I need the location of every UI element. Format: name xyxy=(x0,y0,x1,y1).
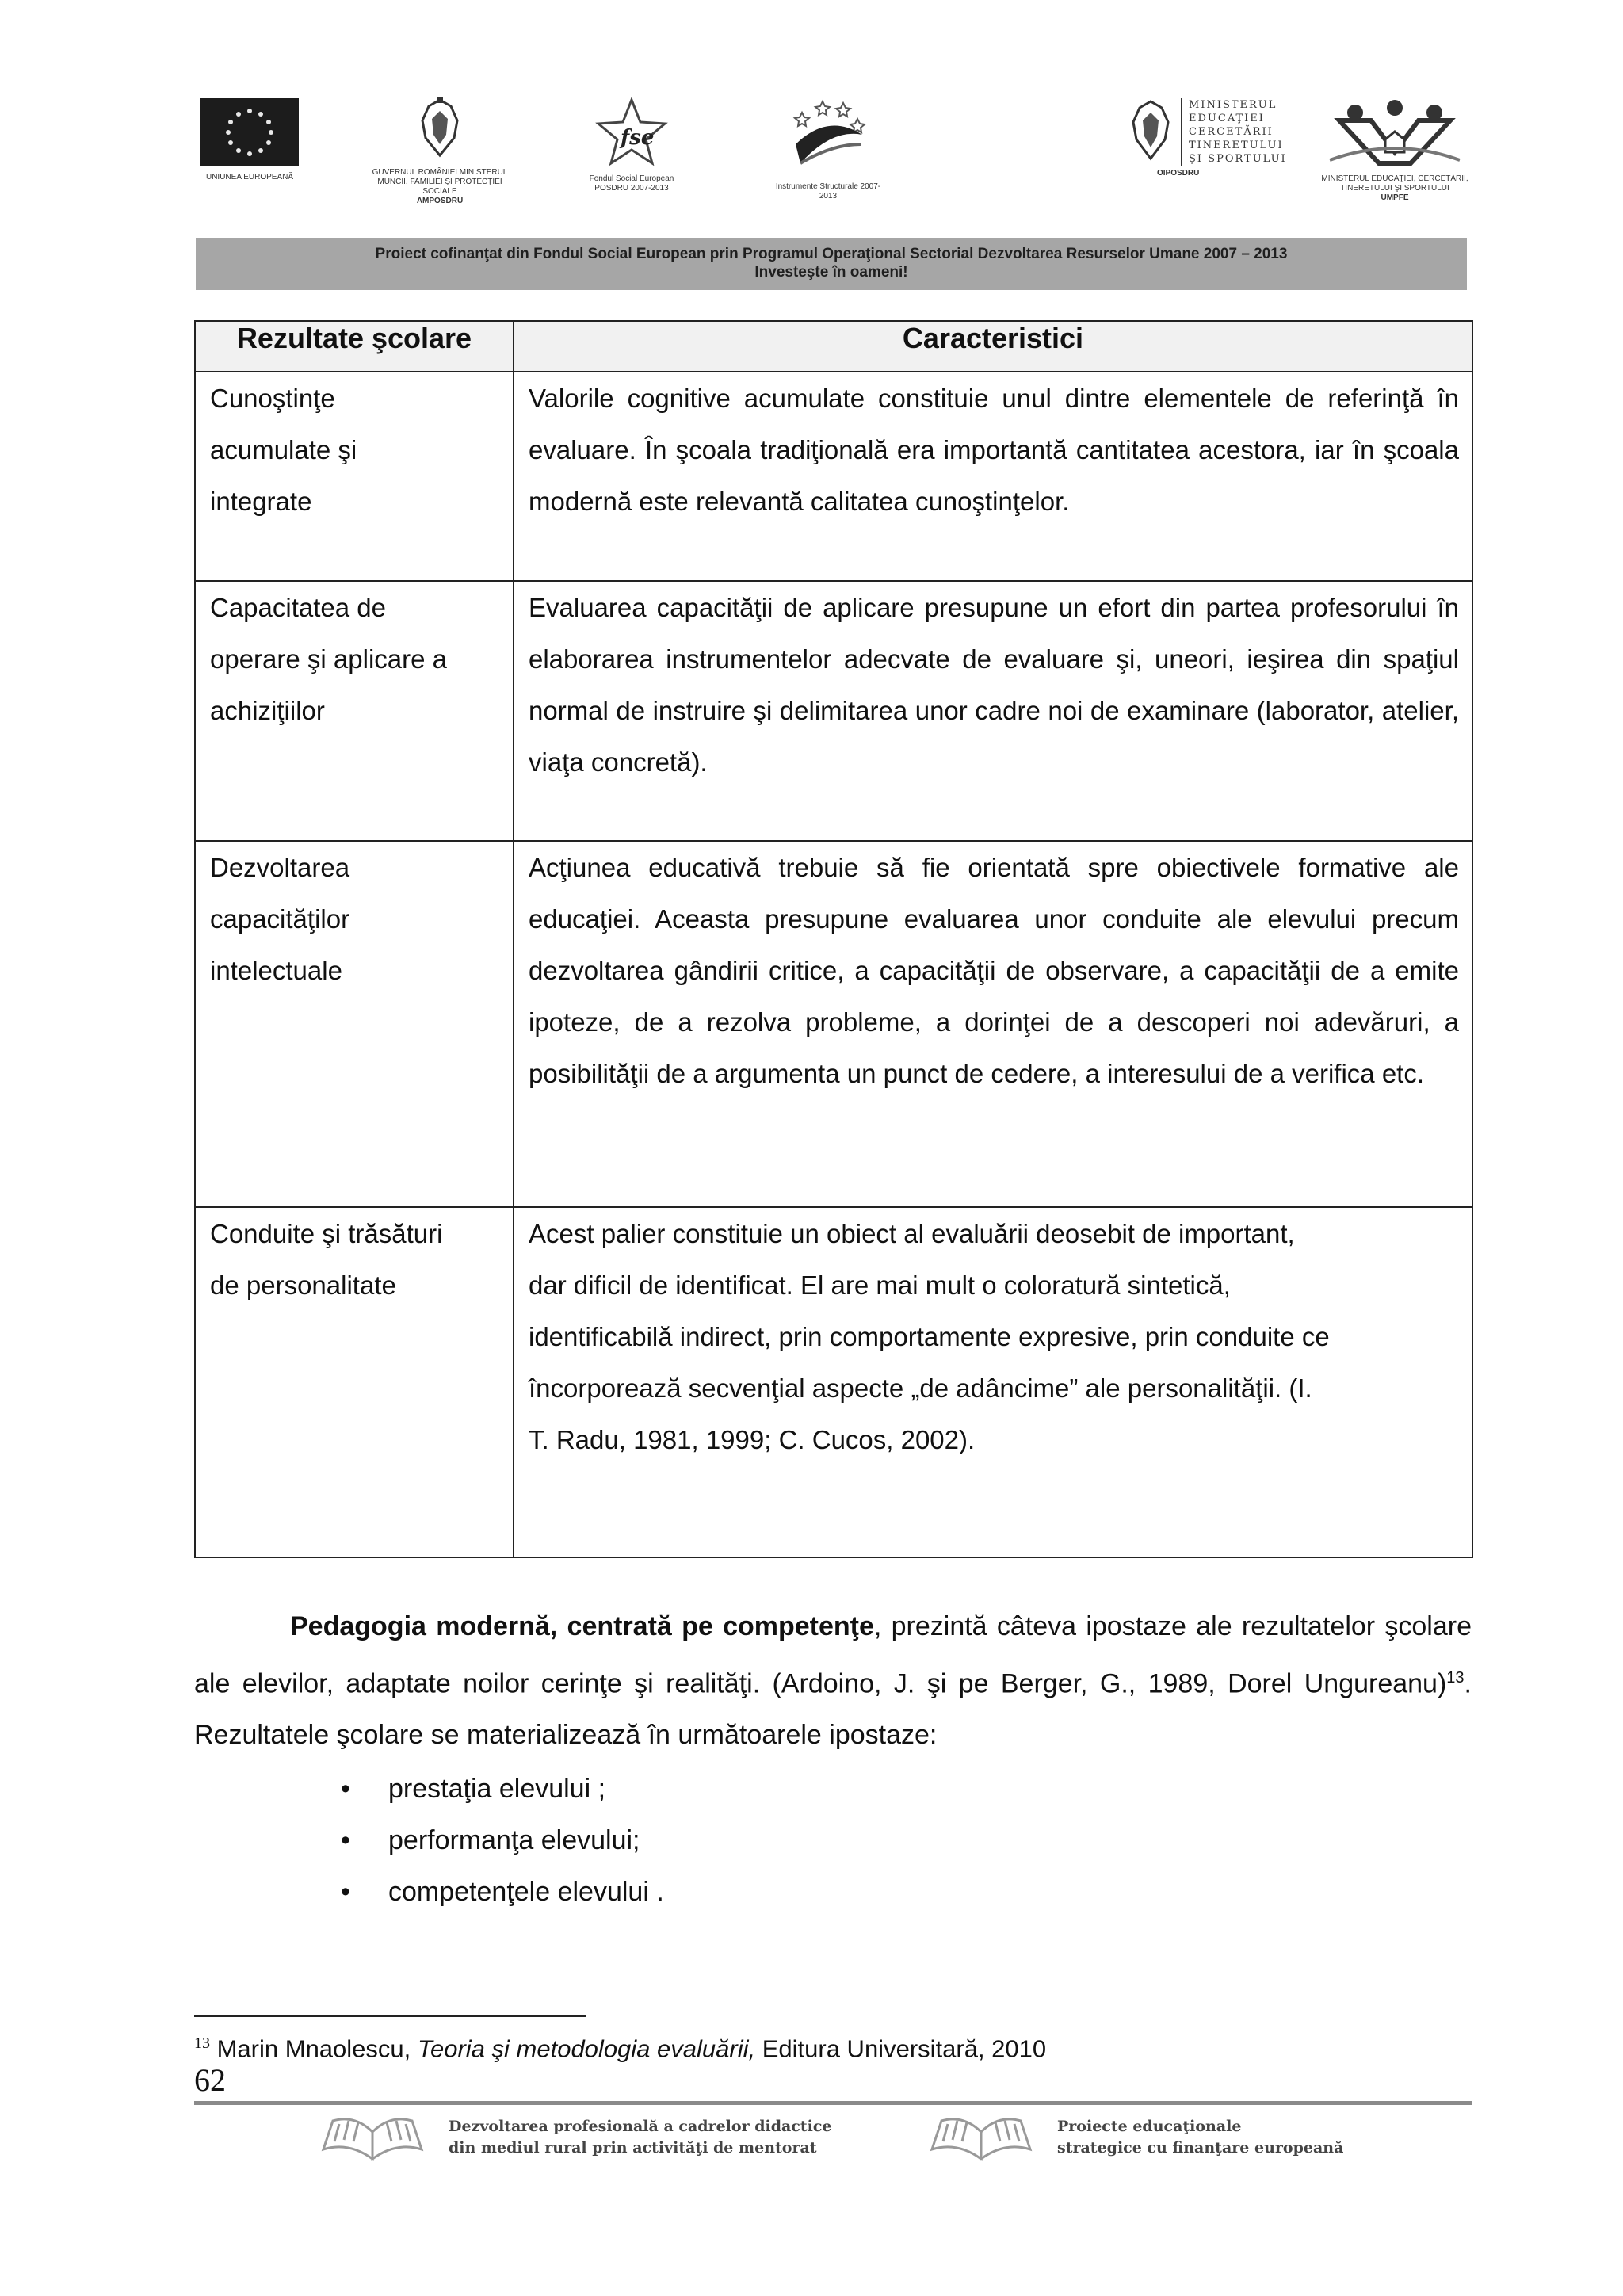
footnote-title: Teoria şi metodologia evaluării, xyxy=(417,2034,756,2063)
list-item: • competenţele elevului . xyxy=(341,1866,664,1918)
list-item: • performanţa elevului; xyxy=(341,1815,664,1866)
amposdru-caption: AMPOSDRU xyxy=(416,197,464,205)
results-table xyxy=(194,320,1473,1558)
ministry-coat-icon xyxy=(1125,98,1176,165)
footer-left-text: Dezvoltarea profesională a cadrelor didactice din mediul rural prin activităţi de mentorat xyxy=(449,2118,832,2157)
coat-of-arms-icon xyxy=(416,97,464,162)
stars-circle-icon xyxy=(785,97,872,176)
col-header-results: Rezultate şcolare xyxy=(195,321,514,372)
oiposdru-logo xyxy=(1125,98,1292,178)
ministry-line-2: EDUCAŢIEI xyxy=(1189,113,1265,124)
table-row xyxy=(195,581,1472,841)
row-result: Cunoştinţe acumulate şi integrate xyxy=(195,372,514,581)
eu-logo xyxy=(194,98,305,182)
row-description: Acest palier constituie un obiect al evaluării deosebit de important, dar dificil de identificat. El are mai mult o coloratură sintetică, identificabilă indirect, prin comportamente expresive, prin conduite ce încorporează secvenţial aspecte „de adâncime” ale personalităţii. (I. T. Radu, 1981, 1999; C. Cucos, 2002). xyxy=(514,1207,1472,1557)
footer-right-text: Proiecte educaţionale strategice cu finanţare europeană xyxy=(1057,2118,1344,2157)
footnote-ref: 13 xyxy=(1446,1669,1465,1687)
fse-star-icon xyxy=(592,97,671,168)
body-paragraph xyxy=(194,1601,1472,1761)
instrumente-caption: Instrumente Structurale 2007-2013 xyxy=(775,182,881,201)
bullet-icon: • xyxy=(341,1877,350,1907)
footnote xyxy=(194,2027,1046,2065)
open-book-icon xyxy=(317,2110,428,2165)
footnote-publisher: Editura Universitară, 2010 xyxy=(755,2034,1047,2063)
table-header-row xyxy=(195,321,1472,372)
footer-divider xyxy=(194,2101,1472,2105)
fse-logo xyxy=(572,97,691,193)
eu-caption: UNIUNEA EUROPEANĂ xyxy=(205,173,294,181)
ministry-line-5: ŞI SPORTULUI xyxy=(1189,153,1287,165)
table-row xyxy=(195,1207,1472,1557)
row-description: Evaluarea capacităţii de aplicare presupune un efort din partea profesorului în elaborarea instrumentelor adecvate de evaluare şi, uneori, ieşirea din spaţiul normal de instruire şi delimitarea unor cadre noi de examinare (laborator, atelier, viaţa concretă). xyxy=(514,581,1472,841)
footnote-divider xyxy=(194,2015,586,2017)
banner-line-2: Investeşte în oameni! xyxy=(754,264,908,281)
ministry-line-1: MINISTERUL xyxy=(1189,99,1277,111)
page-number: 62 xyxy=(194,2062,226,2098)
footnote-author: Marin Mnaolescu, xyxy=(210,2034,418,2063)
umpfe-logo xyxy=(1316,97,1474,203)
table-row xyxy=(195,372,1472,581)
bullet-list xyxy=(341,1763,664,1918)
instrumente-structurale-logo xyxy=(773,97,884,201)
gov-romania-logo xyxy=(365,97,515,206)
ministry-line-3: CERCETĂRII xyxy=(1189,126,1274,138)
banner-line-1: Proiect cofinanţat din Fondul Social European prin Programul Operaţional Sectorial Dezvoltarea Resurselor Umane 2007 – 2013 xyxy=(375,246,1288,262)
footnote-number: 13 xyxy=(194,2034,210,2052)
row-description: Acţiunea educativă trebuie să fie orientată spre obiectivele formative ale educaţiei. Aceasta presupune evaluarea unor conduite ale elevului precum dezvoltarea gândirii critice, a capacităţii de observare, a capacităţii de a emite ipoteze, de a rezolva probleme, a dorinţei de a descoperi noi adevăruri, a posibilităţii de a argumenta un punct de cedere, a interesului de a verifica etc. xyxy=(514,841,1472,1207)
fse-caption: Fondul Social European POSDRU 2007-2013 xyxy=(589,174,674,193)
umpfe-caption: MINISTERUL EDUCAŢIEI, CERCETĂRII, TINERETULUI ŞI SPORTULUI xyxy=(1321,174,1468,193)
umpfe-people-icon xyxy=(1323,97,1466,168)
oiposdru-caption: OIPOSDRU xyxy=(1157,169,1200,178)
col-header-characteristics: Caracteristici xyxy=(514,321,1472,372)
row-result: Conduite şi trăsături de personalitate xyxy=(195,1207,514,1557)
open-book-icon xyxy=(926,2110,1037,2165)
bullet-icon: • xyxy=(341,1774,350,1804)
ministry-line-4: TINERETULUI xyxy=(1189,139,1284,151)
list-item: • prestaţia elevului ; xyxy=(341,1763,664,1815)
eu-flag-icon xyxy=(200,98,299,166)
umpfe-caption-bold: UMPFE xyxy=(1381,193,1409,202)
row-description: Valorile cognitive acumulate constituie unul dintre elementele de referinţă în evaluare. În şcoala tradiţională era importantă cantitatea acestora, iar în şcoala modernă este relevantă calitatea cunoştinţelor. xyxy=(514,372,1472,581)
project-banner xyxy=(196,238,1467,290)
para-text-2: . Rezultatele şcolare se materializează în următoarele ipostaze: xyxy=(194,1668,1472,1751)
gov-caption: GUVERNUL ROMÂNIEI MINISTERUL MUNCII, FAMILIEI ŞI PROTECŢIEI SOCIALE xyxy=(372,168,508,196)
table-row xyxy=(195,841,1472,1207)
para-text-1: , prezintă câteva ipostaze ale rezultatelor şcolare ale elevilor, adaptate noilor cerinţe şi realităţi. (Ardoino, J. şi pe Berger, G., 1989, Dorel Ungureanu) xyxy=(194,1611,1472,1699)
bullet-icon: • xyxy=(341,1825,350,1855)
row-result: Capacitatea de operare şi aplicare a achiziţiilor xyxy=(195,581,514,841)
svg-text:fse: fse xyxy=(621,126,655,150)
para-bold: Pedagogia modernă, centrată pe competenţe xyxy=(290,1611,874,1641)
row-result: Dezvoltarea capacităţilor intelectuale xyxy=(195,841,514,1207)
